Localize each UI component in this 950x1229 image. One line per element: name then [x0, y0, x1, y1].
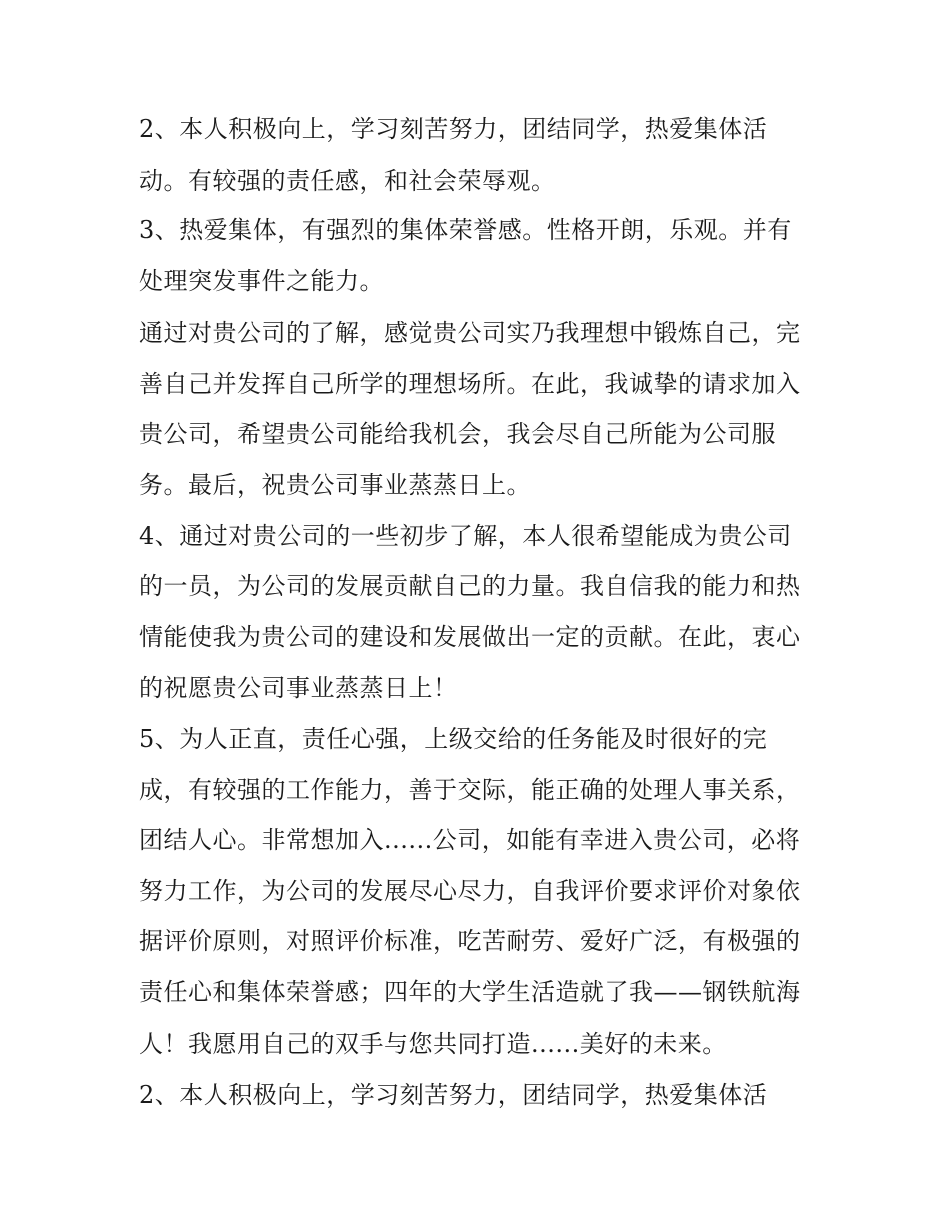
text-line: 通过对贵公司的了解，感觉贵公司实乃我理想中锻炼自己，完	[139, 319, 801, 347]
text-line: 4、通过对贵公司的一些初步了解，本人很希望能成为贵公司	[139, 522, 792, 550]
text-line: 努力工作，为公司的发展尽心尽力，自我评价要求评价对象依	[139, 877, 801, 905]
text-line: 3、热爱集体，有强烈的集体荣誉感。性格开朗，乐观。并有	[139, 216, 792, 244]
text-line: 情能使我为贵公司的建设和发展做出一定的贡献。在此，衷心	[139, 623, 801, 651]
text-line: 的祝愿贵公司事业蒸蒸日上！	[139, 674, 458, 702]
text-line: 2、本人积极向上，学习刻苦努力，团结同学，热爱集体活	[139, 115, 768, 143]
text-line: 贵公司，希望贵公司能给我机会，我会尽自己所能为公司服	[139, 420, 776, 448]
text-line: 务。最后，祝贵公司事业蒸蒸日上。	[139, 471, 531, 499]
text-line: 人！我愿用自己的双手与您共同打造......美好的未来。	[139, 1030, 727, 1058]
text-line: 成，有较强的工作能力，善于交际，能正确的处理人事关系，	[139, 776, 801, 804]
text-line: 责任心和集体荣誉感；四年的大学生活造就了我——钢铁航海	[139, 978, 801, 1006]
text-line: 团结人心。非常想加入......公司，如能有幸进入贵公司，必将	[139, 826, 801, 854]
text-line: 据评价原则，对照评价标准，吃苦耐劳、爱好广泛，有极强的	[139, 927, 801, 955]
text-line: 2、本人积极向上，学习刻苦努力，团结同学，热爱集体活	[139, 1081, 768, 1109]
text-line: 的一员，为公司的发展贡献自己的力量。我自信我的能力和热	[139, 572, 801, 600]
text-line: 5、为人正直，责任心强，上级交给的任务能及时很好的完	[139, 725, 768, 753]
text-line: 动。有较强的责任感，和社会荣辱观。	[139, 167, 556, 195]
text-line: 处理突发事件之能力。	[139, 267, 384, 295]
text-line: 善自己并发挥自己所学的理想场所。在此，我诚挚的请求加入	[139, 370, 801, 398]
